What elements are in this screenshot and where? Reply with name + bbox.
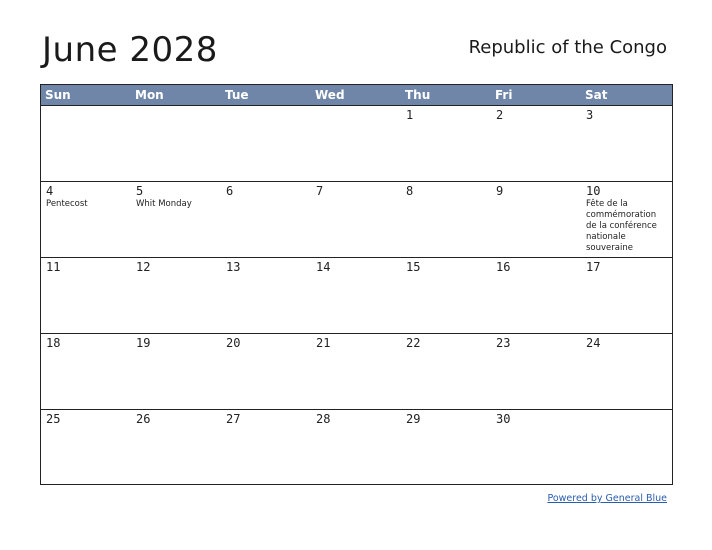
day-cell	[581, 410, 672, 485]
weekday-fri: Fri	[495, 88, 513, 102]
day-cell	[491, 106, 581, 181]
day-number: 27	[226, 412, 241, 426]
day-number: 12	[136, 260, 151, 274]
day-number: 25	[46, 412, 61, 426]
day-cell	[581, 106, 672, 181]
weekday-sun: Sun	[45, 88, 71, 102]
day-cell	[491, 258, 581, 333]
day-number: 4	[46, 184, 54, 198]
day-cell	[131, 106, 221, 181]
day-cell	[491, 410, 581, 485]
day-number: 26	[136, 412, 151, 426]
country-name: Republic of the Congo	[468, 37, 667, 58]
day-number: 10	[586, 184, 601, 198]
day-number: 5	[136, 184, 144, 198]
day-number: 17	[586, 260, 601, 274]
weekday-tue: Tue	[225, 88, 249, 102]
day-number: 30	[496, 412, 511, 426]
page-title: June 2028	[42, 30, 218, 70]
week-row	[41, 106, 672, 182]
day-cell	[221, 334, 311, 409]
calendar-grid	[40, 84, 673, 485]
holiday-label: Pentecost	[46, 199, 88, 209]
weekday-header	[41, 85, 672, 106]
day-number: 23	[496, 336, 511, 350]
week-row	[41, 410, 672, 485]
day-number: 3	[586, 108, 594, 122]
day-cell	[41, 106, 131, 181]
day-cell	[311, 410, 401, 485]
day-cell	[311, 106, 401, 181]
day-cell	[311, 182, 401, 257]
day-number: 14	[316, 260, 331, 274]
day-number: 29	[406, 412, 421, 426]
day-number: 15	[406, 260, 421, 274]
day-number: 24	[586, 336, 601, 350]
day-cell	[401, 106, 491, 181]
day-number: 22	[406, 336, 421, 350]
day-cell	[41, 410, 131, 485]
day-number: 2	[496, 108, 504, 122]
day-cell	[221, 410, 311, 485]
holiday-label: Fête de la commémoration de la conférence nationale souveraine	[586, 199, 657, 253]
day-cell	[311, 258, 401, 333]
day-number: 6	[226, 184, 234, 198]
day-cell	[41, 334, 131, 409]
calendar-body	[41, 106, 672, 485]
week-row	[41, 182, 672, 258]
day-cell	[131, 182, 221, 257]
weekday-mon: Mon	[135, 88, 164, 102]
week-row	[41, 258, 672, 334]
weekday-sat: Sat	[585, 88, 608, 102]
day-cell	[491, 334, 581, 409]
day-number: 21	[316, 336, 331, 350]
holiday-label: Whit Monday	[136, 199, 192, 209]
day-number: 9	[496, 184, 504, 198]
day-number: 8	[406, 184, 414, 198]
day-cell	[491, 182, 581, 257]
day-cell	[401, 334, 491, 409]
weekday-thu: Thu	[405, 88, 431, 102]
day-number: 19	[136, 336, 151, 350]
day-number: 28	[316, 412, 331, 426]
day-cell	[221, 182, 311, 257]
powered-by-link[interactable]: Powered by General Blue	[547, 493, 667, 504]
day-number: 20	[226, 336, 241, 350]
day-cell	[41, 182, 131, 257]
day-cell	[581, 258, 672, 333]
day-number: 13	[226, 260, 241, 274]
day-cell	[581, 334, 672, 409]
day-cell	[131, 334, 221, 409]
day-cell	[221, 106, 311, 181]
day-number: 1	[406, 108, 414, 122]
day-cell	[221, 258, 311, 333]
day-number: 11	[46, 260, 61, 274]
weekday-wed: Wed	[315, 88, 345, 102]
day-number: 16	[496, 260, 511, 274]
day-cell	[131, 410, 221, 485]
week-row	[41, 334, 672, 410]
day-number: 18	[46, 336, 61, 350]
day-number: 7	[316, 184, 324, 198]
day-cell	[401, 182, 491, 257]
day-cell	[311, 334, 401, 409]
day-cell	[131, 258, 221, 333]
day-cell	[581, 182, 672, 257]
day-cell	[401, 258, 491, 333]
day-cell	[41, 258, 131, 333]
day-cell	[401, 410, 491, 485]
